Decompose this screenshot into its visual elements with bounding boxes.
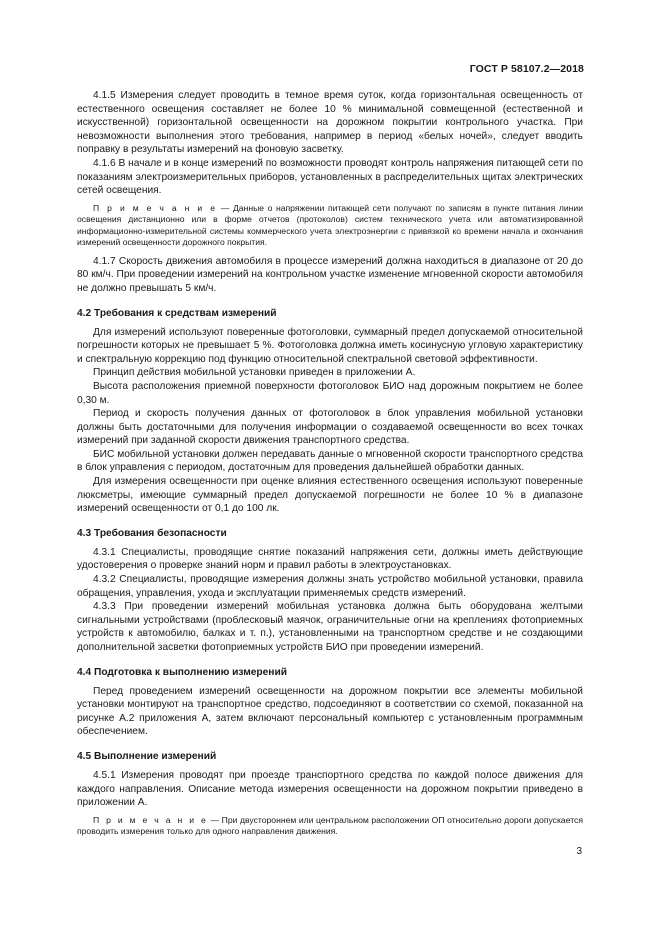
note-text: — При двустороннем или центральном расположении ОП относительно дороги допускается проводить измерения только для одного направления движения. [77, 814, 583, 837]
section-heading-4-4: 4.4 Подготовка к выполнению измерений [77, 666, 287, 678]
paragraph-4-1-5: 4.1.5 Измерения следует проводить в темное время суток, когда горизонтальная освещенность от естественного освещения составляет не более 10 % минимальной совмещенной (естественной и искусственной) горизонтальной освещенности на дорожном покрытии контрольного участка. При невозможности выполнения этого требования, например в период «белых ночей», следует вводить поправку в результаты измерений на фоновую засветку. [77, 90, 583, 156]
paragraph-4-1-6: 4.1.6 В начале и в конце измерений по возможности проводят контроль напряжения питающей сети по показаниям электроизмерительных приборов, установленных в распределительных щитах электрических сетей освещения. [77, 157, 583, 197]
note-label: П р и м е ч а н и е [93, 814, 208, 825]
paragraph-4-2-e: БИС мобильной установки должен передавать данные о мгновенной скорости транспортного средства в блок управления с периодом, достаточным для проведения дальнейшей обработки данных. [77, 448, 583, 474]
note-text: — Данные о напряжении питающей сети получают по записям в пункте питания линии освещения дистанционно или в форме отчетов (протоколов) систем технического учета или автоматизированной информационно-измерительной системы коммерческого учета электроэнергии с привязкой ко времени начала и окончания измерений освещенности дорожного покрытия. [77, 202, 583, 248]
paragraph-4-3-2: 4.3.2 Специалисты, проводящие измерения должны знать устройство мобильной установки, правила обращения, управления, ухода и эксплуатации применяемых средств измерений. [77, 574, 583, 599]
paragraph-4-4: Перед проведением измерений освещенности на дорожном покрытии все элементы мобильной установки монтируют на транспортное средство, подсоединяют в соответствии со схемой, показанной на рисунке А.2 приложения А, затем включают персональный компьютер с установленным программным обеспечением. [77, 685, 583, 738]
paragraph-4-2-f: Для измерения освещенности при оценке влияния естественного освещения используют поверенные люксметры, имеющие суммарный предел допускаемой погрешности не более 10 % в диапазоне измерений освещенности от 0,1 до 100 лк. [77, 476, 583, 515]
note-direction [77, 815, 583, 838]
note-label: П р и м е ч а н и е [93, 202, 218, 213]
document-code: ГОСТ Р 58107.2—2018 [469, 63, 584, 75]
paragraph-4-3-1: 4.3.1 Специалисты, проводящие снятие показаний напряжения сети, должны иметь действующие удостоверения о проверке знаний норм и правил работы в электроустановках. [77, 546, 583, 572]
paragraph-4-3-3: 4.3.3 При проведении измерений мобильная установка должна быть оборудована желтыми сигнальными устройствами (проблесковый маячок, ограничительные огни на креплениях фотоприемных устройств к автомобилю, балках и т. п.), установленными на транспортном средстве и не создающими дополнительной засветки фотоприемных устройств БИО при проведении измерений. [77, 601, 583, 653]
paragraph-4-2-a: Для измерений используют поверенные фотоголовки, суммарный предел допускаемой относительной погрешности которых не превышает 5 %. Фотоголовка должна иметь косинусную угловую характеристику и спектральную коррекцию под функцию относительной спектральной световой эффективности. [77, 326, 583, 365]
note-voltage [77, 203, 583, 249]
section-heading-4-2: 4.2 Требования к средствам измерений [77, 307, 277, 319]
section-heading-4-5: 4.5 Выполнение измерений [77, 750, 217, 762]
paragraph-4-2-b: Принцип действия мобильной установки приведен в приложении А. [93, 367, 416, 379]
page-body [77, 89, 583, 844]
paragraph-4-2-d: Период и скорость получения данных от фотоголовок в блок управления мобильной установки должны быть достаточными для получения информации о создаваемой освещенности во всех точках измерений при заданной скорости движения транспортного средства. [77, 408, 583, 447]
page-number: 3 [576, 846, 582, 857]
section-heading-4-3: 4.3 Требования безопасности [77, 527, 227, 539]
paragraph-4-2-c: Высота расположения приемной поверхности фотоголовок БИО над дорожным покрытием не более 0,30 м. [77, 380, 583, 406]
paragraph-4-5-1: 4.5.1 Измерения проводят при проезде транспортного средства по каждой полосе движения для каждого направления. Описание метода измерения освещенности на дорожном покрытии приведено в приложении А. [77, 769, 583, 809]
paragraph-4-1-7: 4.1.7 Скорость движения автомобиля в процессе измерений должна находиться в диапазоне от 20 до 80 км/ч. При проведении измерений на контрольном участке изменение мгновенной скорости автомобиля не должно превышать 5 км/ч. [77, 255, 583, 294]
